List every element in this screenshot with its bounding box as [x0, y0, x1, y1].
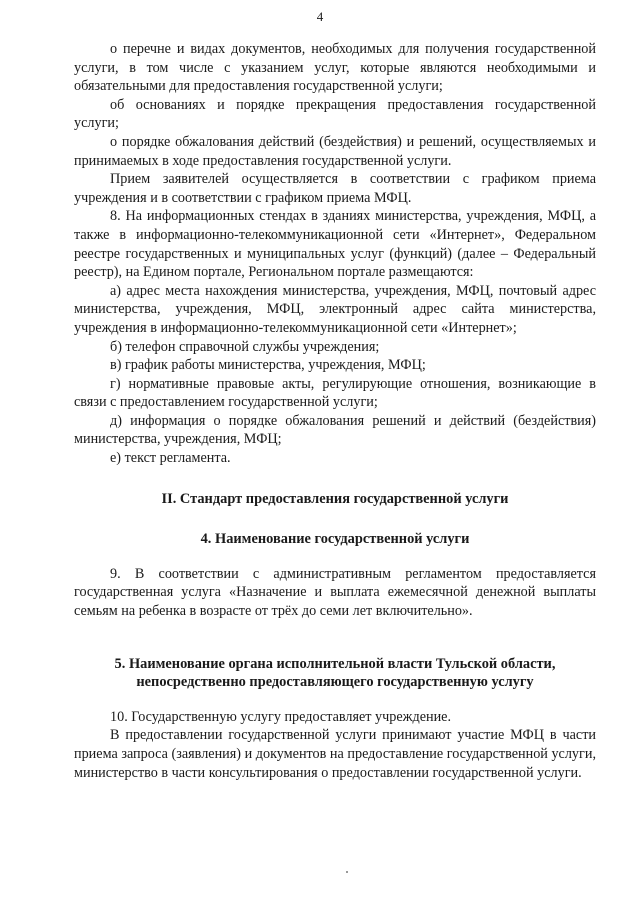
paragraph: об основаниях и порядке прекращения предоставления государственной услуги; [74, 96, 596, 132]
paragraph: о порядке обжалования действий (бездействия) и решений, осуществляемых и принимаемых в ходе предоставления государственной услуги. [74, 133, 596, 169]
document-body [74, 40, 596, 782]
list-item: д) информация о порядке обжалования решений и действий (бездействия) министерства, учреждения, МФЦ; [74, 412, 596, 448]
paragraph-10b: В предоставлении государственной услуги принимают участие МФЦ в части приема запроса (заявления) и документов на предоставление государственной услуги, министерство в части консультирования о предоставлении государственной услуги. [74, 727, 596, 781]
list-item: е) текст регламента. [110, 450, 231, 467]
paragraph: Прием заявителей осуществляется в соответствии с графиком приема учреждения и в соответствии с графиком приема МФЦ. [74, 171, 596, 206]
subsection-5-title-line1: 5. Наименование органа исполнительной власти Тульской области, [114, 655, 556, 672]
page-number: 4 [316, 9, 324, 24]
scan-speck [346, 871, 348, 873]
paragraph: 8. На информационных стендах в зданиях министерства, учреждения, МФЦ, а также в информационно-телекоммуникационной сети «Интернет», Федеральном реестре государственных и муниципальных услуг (функций) (далее – Федеральный реестр), на Едином портале, Региональном портале размещаются: [74, 208, 596, 281]
paragraph: о перечне и видах документов, необходимых для получения государственной услуги, в том числе с указанием услуг, которые являются необходимыми и обязательными для предоставления государственной услуги; [74, 41, 596, 95]
subsection-5-title-line2: непосредственно предоставляющего государственную услугу [136, 674, 534, 691]
section-title: II. Стандарт предоставления государственной услуги [161, 490, 509, 507]
list-item: в) график работы министерства, учреждения, МФЦ; [110, 357, 426, 374]
subsection-4-title: 4. Наименование государственной услуги [200, 531, 470, 548]
list-item: б) телефон справочной службы учреждения; [110, 338, 380, 355]
paragraph-9: 9. В соответствии с административным регламентом предоставляется государственная услуга «Назначение и выплата ежемесячной денежной выплаты семьям на ребенка в возрасте от трёх до семи лет включительно». [74, 565, 596, 620]
paragraph-10: 10. Государственную услугу предоставляет учреждение. [110, 708, 452, 725]
list-item: г) нормативные правовые акты, регулирующие отношения, возникающие в связи с предоставлением государственной услуги; [74, 375, 596, 411]
list-item: а) адрес места нахождения министерства, учреждения, МФЦ, почтовый адрес министерства, учреждения, МФЦ, электронный адрес сайта министерства, учреждения в информационно-телекоммуникационной сети «Интернет»; [74, 282, 596, 336]
